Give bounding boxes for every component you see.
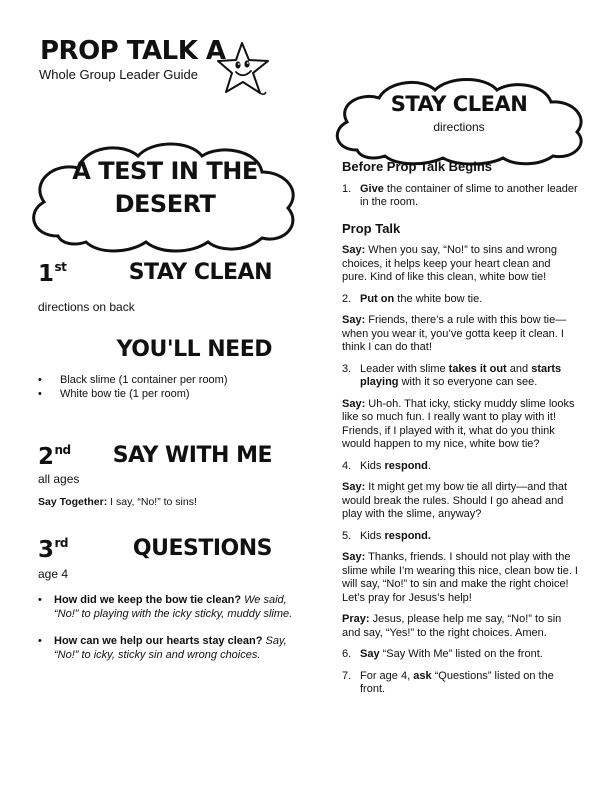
list-item: • White bow tie (1 per room) <box>38 387 298 401</box>
lesson-title-line2: DESERT <box>114 190 216 218</box>
stay-clean-cloud-title: STAY CLEAN <box>390 92 528 116</box>
youll-need-heading: YOU'LL NEED <box>116 337 272 362</box>
section3-heading: QUESTIONS <box>132 536 272 561</box>
step-3: 3. Leader with slime takes it out and starts playing with it so everyone can see. <box>342 362 562 388</box>
pray-paragraph: Pray: Jesus, please help me say, “No!” to sin and say, “Yes!” to the right choices. Amen. <box>342 613 562 639</box>
section1-ordinal: 1st <box>38 260 67 287</box>
section3-note: age 4 <box>38 567 69 581</box>
stay-clean-cloud-subtitle: directions <box>433 120 485 134</box>
step-5: 5. Kids respond. <box>342 529 431 542</box>
page-title: PROP TALK A <box>40 36 226 66</box>
supply-list <box>38 373 298 401</box>
step-7: 7. For age 4, ask “Questions” listed on the front. <box>342 669 554 695</box>
step-1: 1. Give the container of slime to another leader in the room. <box>342 182 578 208</box>
step-4: 4. Kids respond. <box>342 459 431 472</box>
section1-heading: STAY CLEAN <box>128 260 272 285</box>
before-heading: Before Prop Talk Begins <box>342 159 493 174</box>
step-2: 2. Put on the white bow tie. <box>342 292 483 305</box>
questions-list <box>38 594 300 676</box>
say-paragraph: Say: It might get my bow tie all dirty—and that would break the rules. Should I go ahead and play with the slime, anyway? <box>342 481 568 520</box>
page-subtitle: Whole Group Leader Guide <box>39 67 198 82</box>
say-paragraph: Say: Thanks, friends. I should not play with the slime while I’m wearing this nice, clean bow tie. I will say, “No!” to sin and make the right choice! Let’s pray for Jesus’s help! <box>342 551 578 604</box>
list-item: • How can we help our hearts stay clean? Say, “No!” to icky, sticky sin and wrong choices. <box>38 635 300 662</box>
say-paragraph: Say: When you say, “No!” to sins and wrong choices, it helps keep your heart clean and pure. Kind of like this clean, white bow tie! <box>342 244 558 283</box>
say-paragraph: Say: Uh-oh. That icky, sticky muddy slime looks like so much fun. I really want to play with it! Friends, if I played with it, what do you think would happen to my nice, white bow tie? <box>342 397 575 450</box>
section3-ordinal: 3rd <box>38 536 69 563</box>
list-item: • How did we keep the bow tie clean? We said, “No!” to playing with the icky sticky, muddy slime. <box>38 594 300 621</box>
list-item: • Black slime (1 container per room) <box>38 373 298 387</box>
say-paragraph: Say: Friends, there’s a rule with this bow tie—when you wear it, you’ve gotta keep it clean. I think I can do that! <box>342 314 567 353</box>
section2-note: all ages <box>38 472 80 486</box>
directions-column <box>342 160 578 705</box>
prop-talk-heading: Prop Talk <box>342 220 401 236</box>
lesson-title-line1: A TEST IN THE <box>72 157 258 185</box>
say-together-line: Say Together: I say, “No!” to sins! <box>38 496 197 508</box>
section2-heading: SAY WITH ME <box>112 443 272 468</box>
step-6: 6. Say “Say With Me” listed on the front. <box>342 648 543 660</box>
star-mascot-icon <box>216 40 272 98</box>
lesson-title <box>40 155 290 221</box>
section1-note: directions on back <box>38 300 135 314</box>
section2-ordinal: 2nd <box>38 443 71 470</box>
